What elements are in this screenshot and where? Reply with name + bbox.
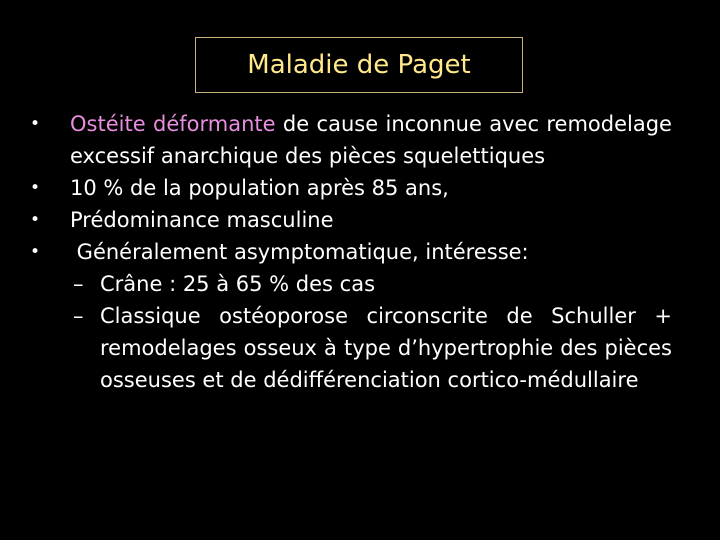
bullet-marker: • [30,210,41,230]
bullet-marker: • [30,242,41,262]
bullet-item-symptoms [30,236,672,268]
sub-marker: – [73,304,84,328]
bullet-text: Généralement asymptomatique, intéresse: [70,240,529,264]
bullet-item-sex-ratio [30,204,672,236]
bullet-item-definition [30,108,672,172]
bullet-text: de cause inconnue avec remodelage excessif anarchique des pièces squelettiques [70,112,672,168]
bullet-text: Prédominance masculine [70,208,334,232]
slide-title-box [195,37,523,93]
sub-marker: – [73,272,84,296]
bullet-marker: • [30,114,41,134]
bullet-text: 10 % de la population après 85 ans, [70,176,449,200]
bullet-list [30,108,672,396]
subitem-text: Crâne : 25 à 65 % des cas [100,272,376,296]
bullet-item-prevalence [30,172,672,204]
subitem-skull [30,268,672,300]
accent-term: Ostéite déformante [70,112,276,136]
slide-title: Maladie de Paget [247,50,471,80]
subitem-text: Classique ostéoporose circonscrite de Schuller + remodelages osseux à type d’hypertrophie des pièces osseuses et de dédifférenciation cortico-médullaire [100,304,672,392]
subitem-osteoporosis [30,300,672,396]
bullet-marker: • [30,178,41,198]
